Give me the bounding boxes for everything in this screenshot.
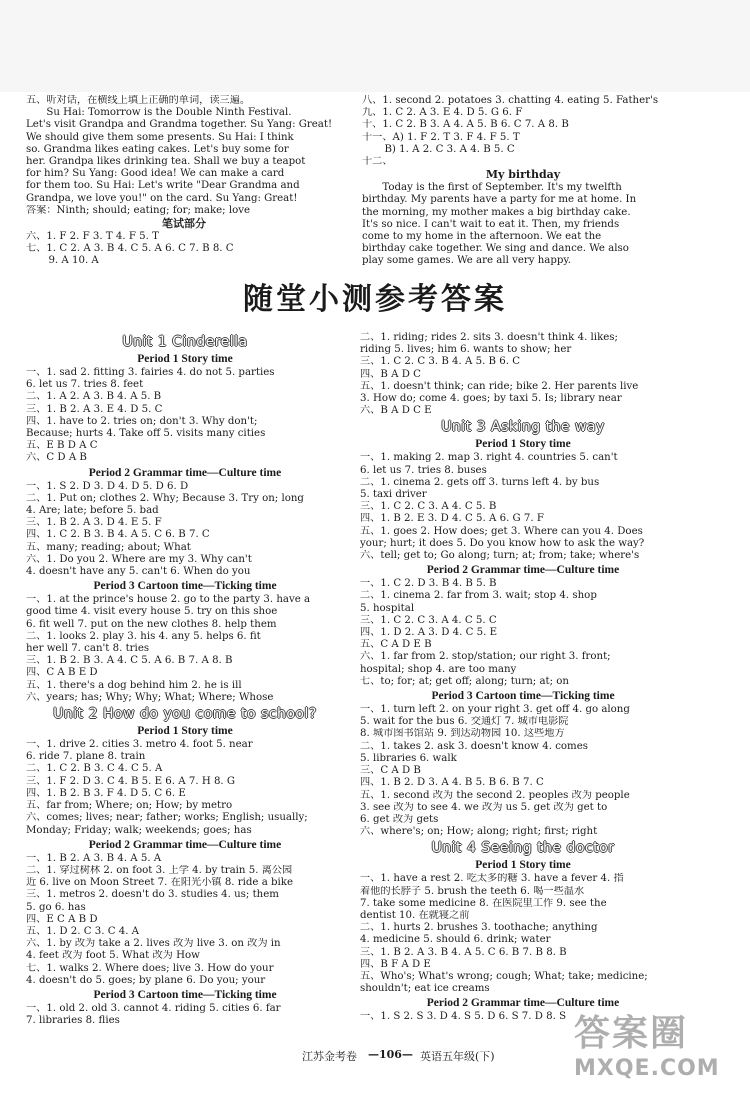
- period-heading: Period 1 Story time: [137, 353, 233, 365]
- top-right-line: come to my home in the afternoon. We eat the: [362, 231, 602, 243]
- answer-line: 一、1. at the prince's house 2. go to the party 3. have a: [26, 594, 311, 606]
- answer-line: 七、to; for; at; get off; along; turn; at; on: [360, 675, 569, 687]
- answer-line: 五、1. doesn't think; can ride; bike 2. Her parents live: [360, 380, 639, 392]
- answer-line: 六、1. by 改为 take a 2. lives 改为 live 3. on 改为 in: [26, 938, 281, 950]
- answer-line: 六、where's; on; How; along; right; first; right: [360, 826, 598, 838]
- answer-line: 三、1. C 2. C 3. A 4. C 5. B: [360, 501, 497, 513]
- answer-line: 四、B F A D E: [360, 958, 431, 970]
- answer-line: 二、1. 穿过树林 2. on foot 3. 上学 4. by train 5. 离公园: [26, 864, 293, 876]
- answer-line: shouldn't; eat ice creams: [360, 983, 490, 995]
- top-left-line: 七、1. C 2. A 3. B 4. C 5. A 6. C 7. B 8. C: [26, 243, 234, 255]
- top-right-line: 八、1. second 2. potatoes 3. chatting 4. eating 5. Father's: [362, 95, 659, 106]
- answer-line: 四、1. B 2. B 3. F 4. D 5. C 6. E: [26, 787, 186, 799]
- answer-line: dentist 10. 在就寝之前: [360, 909, 470, 921]
- top-right-line: the morning, my mother makes a big birthday cake.: [362, 206, 631, 218]
- answer-line: 三、1. B 2. B 3. A 4. C 5. A 6. B 7. A 8. B: [26, 655, 233, 667]
- top-left-line: We should give them some presents. Su Hai: I think: [26, 131, 294, 143]
- answer-line: 一、1. have a rest 2. 吃太多的糖 3. have a fever 4. 指: [360, 873, 624, 885]
- answer-line: 四、1. have to 2. tries on; don't 3. Why don't;: [26, 415, 258, 427]
- answer-line: 6. get 改为 gets: [360, 813, 439, 825]
- answer-line: 六、years; has; Why; Why; What; Where; Whose: [26, 691, 274, 703]
- period-heading: Period 1 Story time: [475, 438, 571, 451]
- answer-line: hospital; shop 4. are too many: [360, 663, 517, 675]
- period-heading: Period 3 Cartoon time—Ticking time: [93, 988, 277, 1001]
- answer-line: 五、1. goes 2. How does; get 3. Where can you 4. Does: [360, 525, 643, 537]
- period-heading: Period 2 Grammar time—Culture time: [426, 564, 620, 577]
- answer-line: 一、1. B 2. A 3. B 4. A 5. A: [26, 852, 162, 864]
- period-heading: Period 3 Cartoon time—Ticking time: [93, 580, 277, 593]
- unit-heading: Unit 2 How do you come to school?: [53, 706, 317, 723]
- answer-line: 一、1. S 2. S 3. D 4. S 5. D 6. S 7. D 8. S: [360, 1011, 567, 1023]
- top-left-line: 答案：Ninth; should; eating; for; make; love: [26, 204, 250, 216]
- answer-line: 5. hospital: [360, 602, 415, 614]
- answer-line: 一、1. old 2. old 3. cannot 4. riding 5. cities 6. far: [26, 1002, 281, 1014]
- footer-book-title: 江苏金考卷: [302, 1050, 357, 1063]
- answer-line: 7. libraries 8. flies: [26, 1015, 120, 1027]
- top-left-line: Grandpa, we love you!" on the card. Su Yang: Great!: [26, 192, 298, 204]
- answer-line: 5. wait for the bus 6. 交通灯 7. 城市电影院: [360, 716, 569, 728]
- answer-line: 五、1. D 2. C 3. C 4. A: [26, 925, 140, 937]
- period-heading: Period 1 Story time: [137, 725, 233, 738]
- period-heading: Period 2 Grammar time—Culture time: [88, 466, 282, 479]
- answer-line: 4. doesn't have any 5. can't 6. When do you: [26, 566, 251, 578]
- answer-line: Monday; Friday; walk; weekends; goes; has: [26, 824, 252, 836]
- answer-line: 5. taxi driver: [360, 489, 427, 501]
- answer-line: 6. ride 7. plane 8. train: [26, 751, 146, 763]
- answer-line: 四、1. C 2. B 3. B 4. A 5. C 6. B 7. C: [26, 529, 210, 541]
- answer-line: 六、1. Do you 2. Where are my 3. Why can't: [26, 553, 252, 565]
- unit-heading: Unit 3 Asking the way: [441, 419, 605, 436]
- answer-line: 三、1. B 2. A 3. B 4. A 5. C 6. B 7. B 8. B: [360, 946, 567, 958]
- answer-line: 一、1. S 2. D 3. D 4. D 5. D 6. D: [26, 480, 189, 492]
- answer-line: 五、many; reading; about; What: [26, 541, 191, 553]
- answer-line: 6. fit well 7. put on the new clothes 8. help them: [26, 618, 277, 630]
- answer-line: 4. medicine 5. should 6. drink; water: [360, 934, 551, 946]
- top-right-column: [362, 95, 684, 268]
- answer-line: 5. go 6. has: [26, 901, 86, 913]
- answer-line: 四、1. B 2. E 3. D 4. C 5. A 6. G 7. F: [360, 513, 544, 525]
- answer-line: 6. let us 7. tries 8. feet: [26, 379, 144, 391]
- top-left-line: 五、听对话，在横线上填上正确的单词，读三遍。: [26, 95, 251, 106]
- answer-line: 一、1. turn left 2. on your right 3. get off 4. go along: [360, 704, 630, 716]
- answer-line: 二、1. takes 2. ask 3. doesn't know 4. comes: [360, 740, 588, 752]
- period-heading: Period 2 Grammar time—Culture time: [88, 838, 282, 851]
- answer-line: 二、1. cinema 2. far from 3. wait; stop 4. shop: [360, 590, 597, 602]
- answer-line: 二、1. hurts 2. brushes 3. toothache; anything: [360, 922, 598, 934]
- answer-line: 一、1. drive 2. cities 3. metro 4. foot 5. near: [26, 739, 253, 751]
- answer-line: 五、far from; Where; on; How; by metro: [26, 800, 233, 812]
- answer-line: 一、1. sad 2. fitting 3. fairies 4. do not 5. parties: [26, 367, 275, 378]
- answer-line: 四、1. D 2. A 3. D 4. C 5. E: [360, 627, 498, 639]
- answer-line: 五、E B D A C: [26, 440, 98, 452]
- answer-line: 近 6. live on Moon Street 7. 在阳光小镇 8. ride a bike: [26, 877, 293, 889]
- top-right-line: birthday. My parents have a party for me at home. In: [362, 194, 637, 206]
- top-left-line: 9. A 10. A: [48, 255, 99, 267]
- top-right-line: B) 1. A 2. C 3. A 4. B 5. C: [384, 143, 515, 155]
- answer-line: 一、1. C 2. D 3. B 4. B 5. B: [360, 578, 497, 590]
- top-right-line: 十一、A) 1. F 2. T 3. F 4. F 5. T: [362, 131, 520, 143]
- top-right-line: It's so nice. I can't wait to eat it. Then, my friends: [362, 218, 620, 230]
- answer-line: 六、1. far from 2. stop/station; our right 3. front;: [360, 651, 611, 663]
- top-shade: [0, 0, 750, 92]
- top-left-line: her. Grandpa likes drinking tea. Shall we buy a teapot: [26, 156, 306, 168]
- answer-line: 3. see 改为 to see 4. we 改为 us 5. get 改为 get to: [360, 801, 608, 813]
- top-right-line: 十、1. C 2. B 3. A 4. A 5. B 6. C 7. A 8. B: [362, 119, 569, 131]
- top-left-line: for him? Su Yang: Good idea! We can make a card: [26, 168, 285, 180]
- watermark-url: MXQE.COM: [574, 1056, 720, 1081]
- top-left-line: 六、1. F 2. F 3. T 4. F 5. T: [26, 231, 159, 243]
- top-right-line: Today is the first of September. It's my twelfth: [382, 182, 622, 194]
- answer-line: 4. doesn't do 5. goes; by plane 6. Do you; your: [26, 974, 266, 986]
- answer-line: 8. 城市图书馆站 9. 到达动物园 10. 这些地方: [360, 728, 565, 740]
- answer-line: 四、C A B E D: [26, 667, 98, 679]
- top-left-line: for them too. Su Hai: Let's write "Dear Grandma and: [26, 180, 300, 192]
- top-right-line: 十二、: [362, 156, 393, 168]
- answer-line: 一、1. making 2. map 3. right 4. countries 5. can't: [360, 452, 618, 464]
- answer-line: your; hurt; it does 5. Do you know how to ask the way?: [360, 537, 645, 549]
- answer-line: 四、B A D C: [360, 368, 421, 380]
- answer-line: 5. libraries 6. walk: [360, 752, 457, 764]
- answer-line: 二、1. A 2. A 3. B 4. A 5. B: [26, 391, 162, 403]
- answer-line: 三、1. F 2. D 3. C 4. B 5. E 6. A 7. H 8. G: [26, 775, 236, 787]
- answer-line: 五、1. second 改为 the second 2. peoples 改为 people: [360, 789, 630, 801]
- answer-line: 六、C D A B: [26, 452, 87, 464]
- answer-line: 三、1. C 2. C 3. A 4. C 5. C: [360, 614, 497, 626]
- answer-line: 六、tell; get to; Go along; turn; at; from; take; where's: [360, 550, 640, 562]
- top-right-line: play some games. We are all very happy.: [362, 255, 572, 267]
- answer-line: 4. Are; late; before 5. bad: [26, 505, 159, 517]
- right-answer-column: [360, 332, 686, 1024]
- answer-line: 四、1. B 2. D 3. A 4. B 5. B 6. B 7. C: [360, 777, 544, 789]
- answer-line: 二、1. looks 2. play 3. his 4. any 5. helps 6. fit: [26, 630, 261, 642]
- answer-line: 五、Who's; What's wrong; cough; What; take; medicine;: [360, 970, 648, 982]
- top-left-line: so. Grandma likes eating cakes. Let's buy some for: [26, 143, 289, 155]
- period-heading: Period 1 Story time: [475, 859, 571, 872]
- main-title: 随堂小测参考答案: [243, 282, 507, 317]
- top-left-column: [26, 95, 342, 268]
- answer-line: 三、1. C 2. C 3. B 4. A 5. B 6. C: [360, 356, 521, 368]
- unit-heading: Unit 1 Cinderella: [122, 334, 248, 350]
- answer-line: 4. feet 改为 foot 5. What 改为 How: [26, 950, 200, 962]
- answer-line: 三、1. metros 2. doesn't do 3. studies 4. us; them: [26, 889, 279, 901]
- answer-line: 6. let us 7. tries 8. buses: [360, 464, 487, 476]
- top-right-line: birthday cake together. We sing and dance. We also: [362, 243, 629, 255]
- period-heading: Period 3 Cartoon time—Ticking time: [431, 690, 615, 703]
- top-left-line: 笔试部分: [162, 217, 206, 231]
- answer-line: 二、1. riding; rides 2. sits 3. doesn't think 4. likes;: [360, 332, 618, 343]
- top-left-line: Let's visit Grandpa and Grandma together. Su Yang: Great!: [26, 119, 333, 131]
- answer-line: 三、C A D B: [360, 765, 421, 777]
- left-answer-column: [26, 332, 344, 1027]
- watermark-logo-text: 答案圈: [574, 1013, 689, 1054]
- answer-line: riding 5. lives; him 6. wants to show; her: [360, 344, 572, 356]
- answer-line: 五、C A D E B: [360, 639, 432, 651]
- answer-line: 六、comes; lives; near; father; works; English; usually;: [26, 812, 308, 824]
- answer-line: 二、1. C 2. B 3. C 4. C 5. A: [26, 763, 163, 775]
- answer-line: 着他的长脖子 5. brush the teeth 6. 喝一些温水: [360, 885, 585, 897]
- answer-line: 二、1. Put on; clothes 2. Why; Because 3. Try on; long: [26, 492, 304, 504]
- answer-line: 二、1. cinema 2. gets off 3. turns left 4. by bus: [360, 476, 600, 488]
- top-right-line: My birthday: [485, 168, 561, 182]
- site-watermark: [574, 1012, 734, 1110]
- answer-line: 7. take some medicine 8. 在医院里工作 9. see the: [360, 897, 607, 909]
- answer-line: 七、1. walks 2. Where does; live 3. How do your: [26, 962, 274, 974]
- answer-line: her well 7. can't 8. tries: [26, 643, 150, 655]
- answer-line: Because; hurts 4. Take off 5. visits many cities: [26, 428, 266, 440]
- top-right-line: 九、1. C 2. A 3. E 4. D 5. G 6. F: [362, 107, 523, 119]
- footer-subject: 英语五年级(下): [420, 1050, 495, 1063]
- footer-page-number: —106—: [368, 1048, 413, 1061]
- answer-line: 三、1. B 2. A 3. E 4. D 5. C: [26, 403, 163, 415]
- answer-line: 五、1. there's a dog behind him 2. he is ill: [26, 679, 242, 691]
- answer-line: 四、E C A B D: [26, 913, 98, 925]
- answer-line: 3. How do; come 4. goes; by taxi 5. Is; library near: [360, 393, 622, 405]
- period-heading: Period 2 Grammar time—Culture time: [426, 997, 620, 1010]
- answer-line: 三、1. B 2. A 3. D 4. E 5. F: [26, 517, 162, 529]
- unit-heading: Unit 4 Seeing the doctor: [431, 840, 615, 857]
- top-left-line: Su Hai: Tomorrow is the Double Ninth Festival.: [46, 107, 292, 119]
- answer-line: 六、B A D C E: [360, 405, 432, 417]
- answer-line: good time 4. visit every house 5. try on this shoe: [26, 606, 278, 618]
